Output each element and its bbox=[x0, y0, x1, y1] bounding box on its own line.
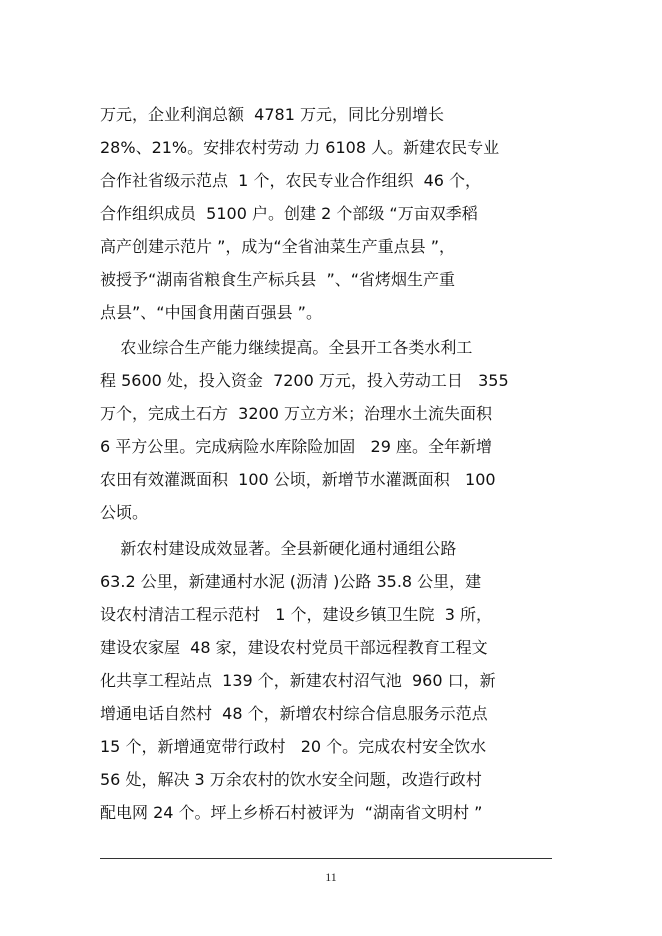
body-text-line: 万元，企业利润总额 4781 万元，同比分别增长 bbox=[100, 105, 444, 124]
body-text-line: 配电网 24 个。坪上乡桥石村被评为 “湖南省文明村 ” bbox=[100, 803, 483, 822]
body-text-line: 63.2 公里，新建通村水泥 (沥清 )公路 35.8 公里，建 bbox=[100, 572, 482, 591]
page-number: 11 bbox=[325, 870, 337, 884]
body-text-line: 被授予“湖南省粮食生产标兵县 ”、“省烤烟生产重 bbox=[100, 270, 456, 289]
body-text-line: 56 处，解决 3 万余农村的饮水安全问题，改造行政村 bbox=[100, 770, 482, 789]
body-text-line: 合作组织成员 5100 户。创建 2 个部级 “万亩双季稻 bbox=[100, 204, 478, 223]
body-text-line: 合作社省级示范点 1 个，农民专业合作组织 46 个， bbox=[100, 171, 482, 190]
body-text-line: 化共享工程站点 139 个，新建农村沼气池 960 口，新 bbox=[100, 671, 496, 690]
body-text-line: 建设农家屋 48 家，建设农村党员干部远程教育工程文 bbox=[100, 638, 488, 657]
body-text-line: 28%、21%。安排农村劳动 力 6108 人。新建农民专业 bbox=[100, 138, 500, 157]
body-text-line: 6 平方公里。完成病险水库除险加固 29 座。全年新增 bbox=[100, 437, 492, 456]
body-text-line: 点县”、“中国食用菌百强县 ”。 bbox=[100, 303, 322, 322]
body-text-line: 高产创建示范片 ”，成为“全省油菜生产重点县 ”， bbox=[100, 237, 456, 256]
body-text-line: 增通电话自然村 48 个，新增农村综合信息服务示范点 bbox=[100, 704, 488, 723]
body-text-line: 公顷。 bbox=[100, 503, 149, 522]
paragraph-start-line: 新农村建设成效显著。全县新硬化通村通组公路 bbox=[100, 539, 457, 558]
body-text-line: 程 5600 处，投入资金 7200 万元，投入劳动工日 355 bbox=[100, 371, 509, 390]
body-text-line: 设农村清洁工程示范村 1 个，建设乡镇卫生院 3 所， bbox=[100, 605, 492, 624]
paragraph-start-line: 农业综合生产能力继续提高。全县开工各类水利工 bbox=[100, 338, 473, 357]
body-text-line: 万个，完成土石方 3200 万立方米；治理水土流失面积 bbox=[100, 404, 492, 423]
body-text-line: 农田有效灌溉面积 100 公顷，新增节水灌溉面积 100 bbox=[100, 470, 496, 489]
footer-divider bbox=[100, 858, 552, 859]
body-text-line: 15 个，新增通宽带行政村 20 个。完成农村安全饮水 bbox=[100, 737, 487, 756]
